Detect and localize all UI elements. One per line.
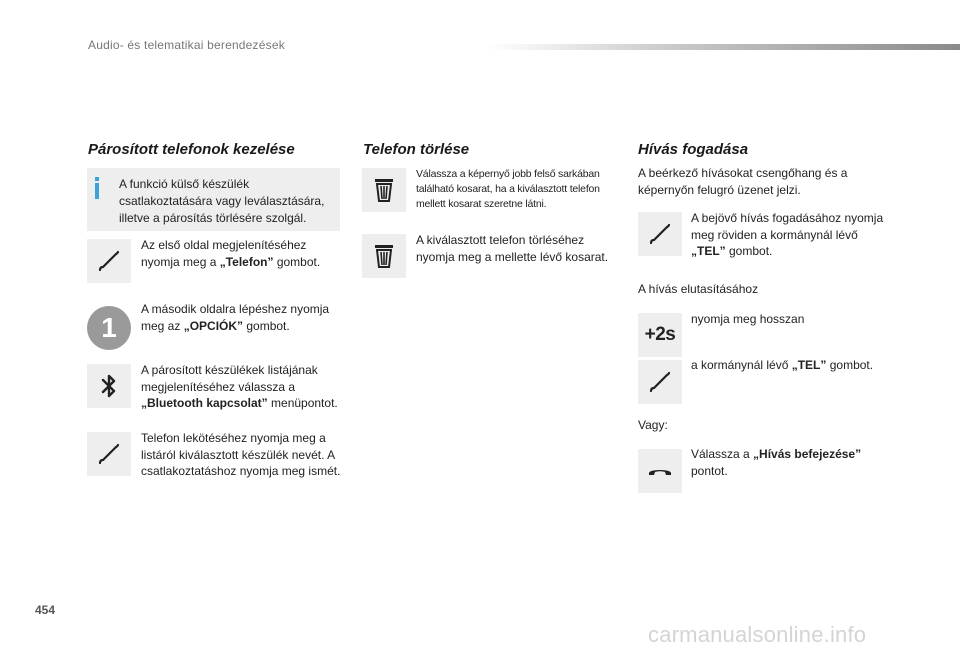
trash-icon-2: [362, 234, 406, 278]
step-phone-page: Az első oldal megjelenítéséhez nyomja meg a „Telefon” gombot.: [141, 238, 321, 269]
step-end-call: Válassza a „Hívás befejezése” pontot.: [691, 447, 862, 478]
step-answer: A bejövő hívás fogadásához nyomja meg röviden a kormánynál lévő „TEL” gombot.: [691, 211, 884, 258]
heading-answer-call: Hívás fogadása: [638, 141, 749, 158]
reject-label: A hívás elutasításához: [638, 282, 759, 296]
page-number: 454: [35, 603, 56, 617]
or-label: Vagy:: [638, 418, 668, 432]
heading-delete-phone: Telefon törlése: [363, 141, 470, 158]
header-divider: [488, 44, 960, 50]
phone-tel-icon: [638, 360, 682, 404]
info-box: [87, 168, 340, 231]
step-options: A második oldalra lépéshez nyomja meg az „OPCIÓK” gombot.: [141, 302, 330, 333]
long-press-icon: [638, 313, 682, 357]
watermark: carmanualsonline.info: [648, 622, 867, 647]
step-bluetooth: A párosított készülékek listájának megjelenítéséhez válassza a „Bluetooth kapcsolat” menüpontot.: [141, 363, 338, 410]
step-tel-press: a kormánynál lévő „TEL” gombot.: [691, 358, 874, 372]
step-number-badge: 1: [87, 306, 131, 350]
step-delete: A kiválasztott telefon törléséhez nyomja meg a mellette lévő kosarat.: [416, 233, 609, 264]
step-long-press: nyomja meg hosszan: [691, 312, 805, 326]
incoming-call-intro: A beérkező hívásokat csengőhang és a képernyőn felugró üzenet jelzi.: [638, 166, 848, 197]
info-icon: [95, 177, 99, 199]
trash-icon: [362, 168, 406, 212]
phone-button-icon: [87, 239, 131, 283]
phone-handset-icon: [87, 432, 131, 476]
info-text: A funkció külső készülék csatlakoztatására vagy leválasztására, illetve a párosítás törlésére szolgál.: [119, 177, 325, 225]
phone-answer-icon: [638, 212, 682, 256]
long-press-label: +2s: [644, 324, 676, 345]
section-title: Audio- és telematikai berendezések: [88, 38, 285, 52]
heading-paired-phones: Párosított telefonok kezelése: [88, 141, 295, 158]
bluetooth-icon: [87, 364, 131, 408]
step-connect: Telefon lekötéséhez nyomja meg a listáról kiválasztott készülék nevét. A csatlakoztatáshoz nyomja meg ismét.: [141, 431, 341, 478]
hang-up-icon: [638, 449, 682, 493]
step-select-trash: Válassza a képernyő jobb felső sarkában található kosarat, ha a kiválasztott telefon mellett kosarat szeretne látni.: [416, 168, 600, 210]
